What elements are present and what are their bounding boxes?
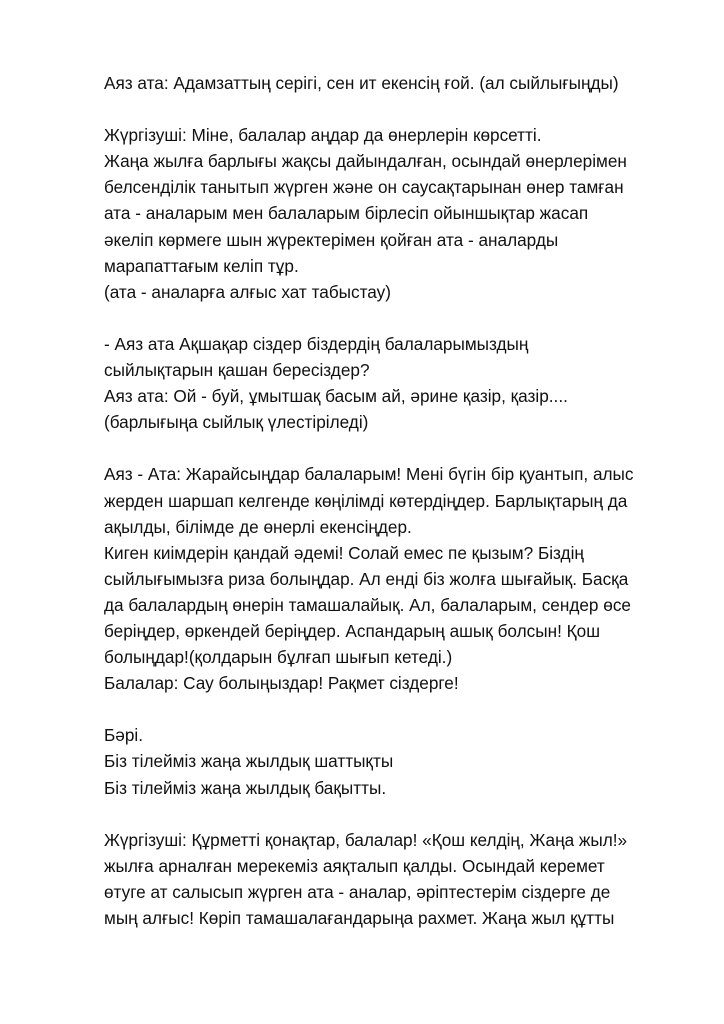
paragraph-gap: [104, 96, 704, 122]
paragraph-gap: [104, 801, 704, 827]
text-line: Жаңа жылға барлығы жақсы дайындалған, осындай өнерлерімен: [104, 151, 627, 172]
text-line: Біз тілейміз жаңа жылдық шаттықты: [104, 751, 394, 772]
paragraph-gap: [104, 696, 704, 722]
text-line: болыңдар!(қолдарын бұлғап шығып кетеді.): [104, 647, 453, 668]
paragraph: [104, 827, 704, 931]
text-line: марапаттағым келіп тұр.: [104, 255, 299, 276]
paragraph: [104, 722, 704, 800]
text-line: мың алғыс! Көріп тамашалағандарыңа рахмет. Жаңа жыл құтты: [104, 908, 615, 928]
text-line: беріңдер, өркендей беріңдер. Аспандарың ашық болсын! Қош: [104, 620, 600, 641]
text-line: Жүргізуші: Міне, балалар аңдар да өнерлерін көрсетті.: [104, 125, 542, 146]
text-line: Жүргізуші: Құрметті қонақтар, балалар! «Қош келдің, Жаңа жыл!»: [104, 829, 628, 850]
paragraph-gap: [104, 305, 704, 331]
text-line: ата - аналарым мен балаларым бірлесіп ойыншықтар жасап: [104, 203, 589, 224]
text-line: да балалардың өнерін тамашалайық. Ал, балаларым, сендер өсе: [104, 594, 631, 615]
paragraph: [104, 122, 704, 305]
text-line: жылға арналған мерекеміз аяқталып қалды. Осындай керемет: [104, 855, 605, 876]
document-body: [104, 70, 704, 931]
text-line: сыйлығымызға риза болыңдар. Ал енді біз жолға шығайық. Басқа: [104, 568, 629, 589]
paragraph: [104, 70, 704, 96]
text-line: - Аяз ата Ақшақар сіздер біздердің балаларымыздың: [104, 333, 529, 354]
paragraph: [104, 461, 704, 696]
text-line: сыйлықтарын қашан бересіздер?: [104, 360, 370, 381]
text-line: жерден шаршап келгенде көңілімді көтердіңдер. Барлықтарың да: [104, 490, 628, 511]
text-line: Аяз ата: Адамзаттың серігі, сен ит екенсің ғой. (ал сыйлығыңды): [104, 73, 619, 93]
text-line: Біз тілейміз жаңа жылдық бақытты.: [104, 777, 387, 798]
text-line: өтуге ат салысып жүрген ата - аналар, әріптестерім сіздерге де: [104, 881, 611, 902]
paragraph: [104, 331, 704, 435]
text-line: әкеліп көрмеге шын жүректерімен қойған ата - аналарды: [104, 229, 559, 250]
paragraph-gap: [104, 435, 704, 461]
text-line: Балалар: Сау болыңыздар! Рақмет сіздерге!: [104, 673, 459, 694]
text-line: (барлығыңа сыйлық үлестіріледі): [104, 412, 369, 433]
text-line: белсенділік танытып жүрген және он саусақтарынан өнер тамған: [104, 177, 624, 198]
text-line: Аяз - Ата: Жарайсыңдар балаларым! Мені бүгін бір қуантып, алыс: [104, 464, 634, 485]
text-line: Бәрі.: [104, 725, 143, 746]
text-line: Аяз ата: Ой - буй, ұмытшақ басым ай, әрине қазір, қазір....: [104, 386, 568, 407]
text-line: Киген киімдерін қандай әдемі! Солай емес пе қызым? Біздің: [104, 542, 584, 563]
text-line: ақылды, білімде де өнерлі екенсіңдер.: [104, 516, 412, 537]
text-line: (ата - аналарға алғыс хат табыстау): [104, 281, 391, 302]
